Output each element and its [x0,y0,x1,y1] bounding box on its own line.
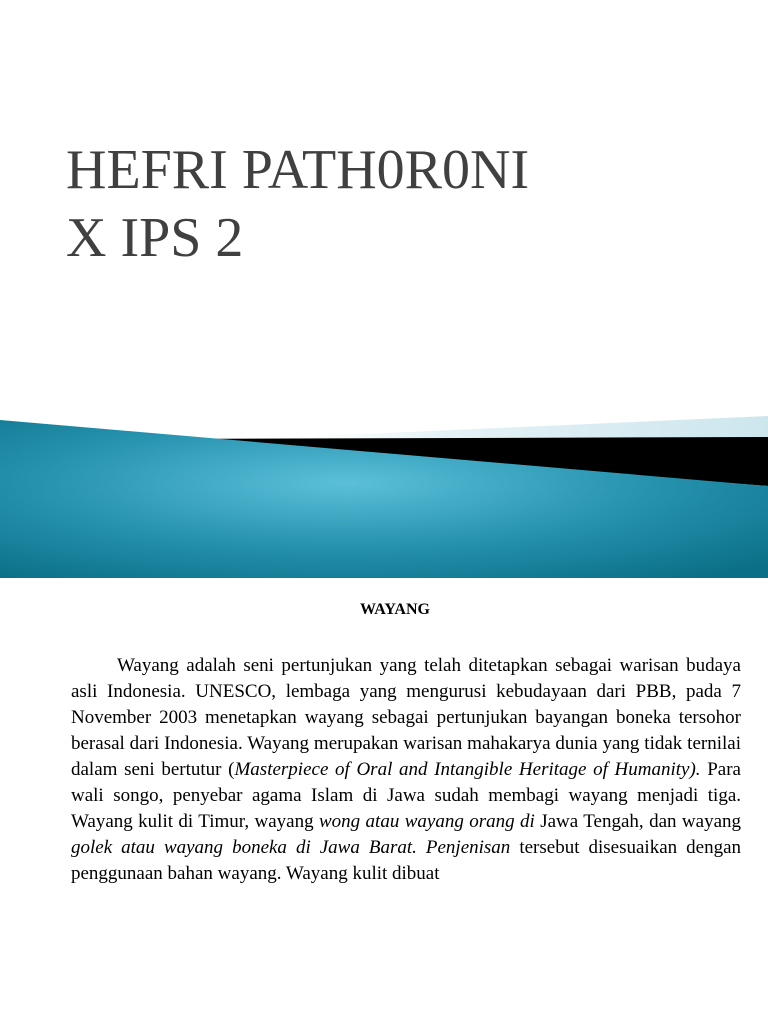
document-body [71,653,741,887]
slide-title-line-1: HEFRI PATH0R0NI [66,139,530,201]
body-text-run: Para wali songo, penyebar agama Islam di Jawa sudah membagi wayang menjadi tiga. Wayang kulit di Timur, wayang [71,759,741,832]
banner-pale-band [230,416,768,440]
body-text-run: tersebut disesuaikan dengan penggunaan bahan wayang. Wayang kulit dibuat [71,837,742,884]
body-text-run: Wayang adalah seni pertunjukan yang telah ditetapkan sebagai warisan budaya asli Indonesia. UNESCO, lembaga yang mengurusi kebudayaan dari PBB, pada 7 November 2003 menetapkan wayang sebagai pertunjukan bayangan boneka tersohor berasal dari Indonesia. Wayang merupakan warisan mahakarya dunia yang tidak ternilai dalam seni bertutur ( [71,655,741,780]
document-heading: WAYANG [360,601,430,618]
body-italic-run: wong atau wayang orang di [318,811,535,832]
decorative-banner [0,410,768,578]
slide-title-line-2: X IPS 2 [66,207,244,269]
body-text-run: Jawa Tengah, dan wayang [534,811,741,832]
body-italic-run: Masterpiece of Oral and Intangible Heritage of Humanity). [234,759,701,780]
slide-title [66,136,726,272]
body-italic-run: golek atau wayang boneka di Jawa Barat. Penjenisan [71,837,511,858]
